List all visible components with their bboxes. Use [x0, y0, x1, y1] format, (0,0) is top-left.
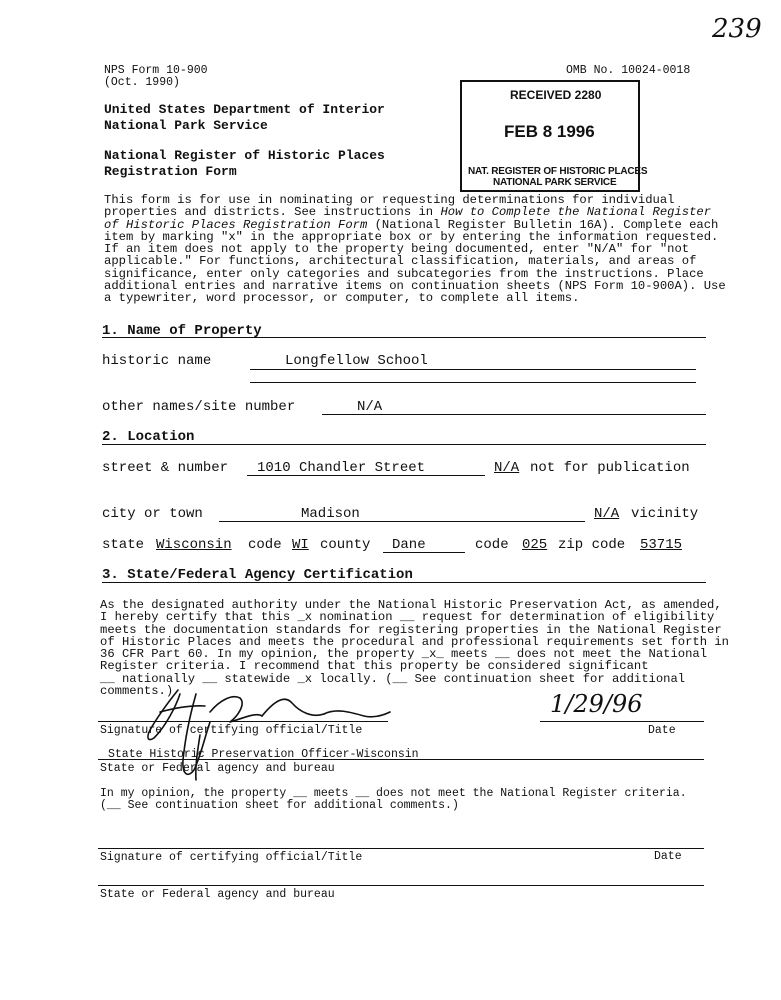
vicinity-value[interactable]: N/A — [594, 506, 620, 522]
city-value[interactable]: Madison — [301, 506, 360, 522]
certification-line: __ nationally __ statewide _x locally. (__ See continuation sheet for additional — [100, 671, 686, 686]
historic-name-label: historic name — [102, 353, 212, 369]
instruction-line: a typewriter, word processor, or computer, to complete all items. — [104, 291, 580, 306]
zip-label: zip code — [558, 537, 626, 553]
street-label: street & number — [102, 460, 229, 476]
state-code-value[interactable]: WI — [292, 537, 309, 553]
county-code-value[interactable]: 025 — [522, 537, 548, 553]
instruction-line: significance, enter only categories and subcategories from the instructions. Place — [104, 266, 704, 281]
omb-number: OMB No. 10024-0018 — [566, 64, 691, 77]
other-names-label: other names/site number — [102, 399, 296, 415]
county-code-label: code — [475, 537, 509, 553]
other-names-value[interactable]: N/A — [357, 399, 383, 415]
instruction-line: additional entries and narrative items on continuation sheets (NPS Form 10-900A). Use — [104, 279, 726, 294]
date-label: Date — [648, 724, 676, 737]
certification-line: Register criteria. I recommend that this property be considered significant — [100, 659, 649, 674]
historic-name-value[interactable]: Longfellow School — [285, 353, 428, 369]
zip-value[interactable]: 53715 — [640, 537, 683, 553]
section-2-heading: 2. Location — [102, 429, 195, 445]
page-number: 239 — [712, 14, 762, 44]
signature-label: Signature of certifying official/Title — [100, 724, 363, 737]
city-label: city or town — [102, 506, 203, 522]
county-label: county — [320, 537, 371, 553]
instruction-line: item by marking "x" in the appropriate box or by entering the information requested. — [104, 229, 719, 244]
agency-line-2: National Park Service — [104, 118, 268, 133]
state-value[interactable]: Wisconsin — [156, 537, 232, 553]
signature-label-2: Signature of certifying official/Title — [100, 851, 363, 864]
form-number: NPS Form 10-900 — [104, 64, 208, 77]
stamp-date: FEB 8 1996 — [504, 122, 595, 141]
agency-line-1: United States Department of Interior — [104, 102, 385, 117]
state-code-label: code — [248, 537, 282, 553]
certification-line: comments.) — [100, 684, 174, 699]
opinion-line-2: (__ See continuation sheet for additional comments.) — [100, 799, 459, 812]
stamp-received: RECEIVED 2280 — [510, 88, 602, 102]
not-for-publication-label: not for publication — [530, 460, 690, 476]
stamp-line-2: NATIONAL PARK SERVICE — [493, 177, 617, 188]
date-label-2: Date — [654, 850, 682, 863]
instruction-line: This form is for use in nominating or requesting determinations for individual — [104, 193, 675, 207]
not-for-publication-value[interactable]: N/A — [494, 460, 520, 476]
agency-label: State or Federal agency and bureau — [100, 762, 335, 775]
agency-label-2: State or Federal agency and bureau — [100, 888, 335, 901]
section-1-heading: 1. Name of Property — [102, 323, 262, 339]
signed-date: 1/29/96 — [550, 690, 643, 718]
certification-line: of Historic Places and meets the procedural and professional requirements set forth in — [100, 634, 729, 649]
opinion-line-1: In my opinion, the property __ meets __ does not meet the National Register criteria. — [100, 787, 687, 800]
instruction-line: applicable." For functions, architectural classification, materials, and areas of — [104, 254, 697, 269]
instruction-line: properties and districts. See instructions in How to Complete the National Register — [104, 205, 712, 220]
form-date: (Oct. 1990) — [104, 76, 180, 89]
county-value[interactable]: Dane — [392, 537, 426, 553]
signature-line-2 — [98, 848, 704, 849]
signature-line — [98, 721, 388, 722]
date-line — [540, 721, 704, 722]
agency-line-2-rule — [98, 885, 704, 886]
officer-title: State Historic Preservation Officer-Wisconsin — [108, 748, 419, 761]
instruction-line: of Historic Places Registration Form (National Register Bulletin 16A). Complete each — [104, 217, 719, 232]
certification-line: As the designated authority under the National Historic Preservation Act, as amended, — [100, 598, 722, 612]
vicinity-label: vicinity — [631, 506, 699, 522]
street-value[interactable]: 1010 Chandler Street — [257, 460, 426, 476]
certification-line: I hereby certify that this _x nomination __ request for determination of eligibility — [100, 610, 715, 625]
form-title-1: National Register of Historic Places — [104, 148, 385, 163]
stamp-line-1: NAT. REGISTER OF HISTORIC PLACES — [468, 166, 648, 177]
form-title-2: Registration Form — [104, 164, 237, 179]
instruction-line: If an item does not apply to the property being documented, enter "N/A" for "not — [104, 242, 690, 257]
officer-line — [98, 759, 704, 760]
state-label: state — [102, 537, 145, 553]
section-3-heading: 3. State/Federal Agency Certification — [102, 567, 413, 583]
certification-line: 36 CFR Part 60. In my opinion, the property _x_ meets __ does not meet the National — [100, 647, 708, 662]
certification-line: meets the documentation standards for registering properties in the National Register — [100, 622, 722, 637]
